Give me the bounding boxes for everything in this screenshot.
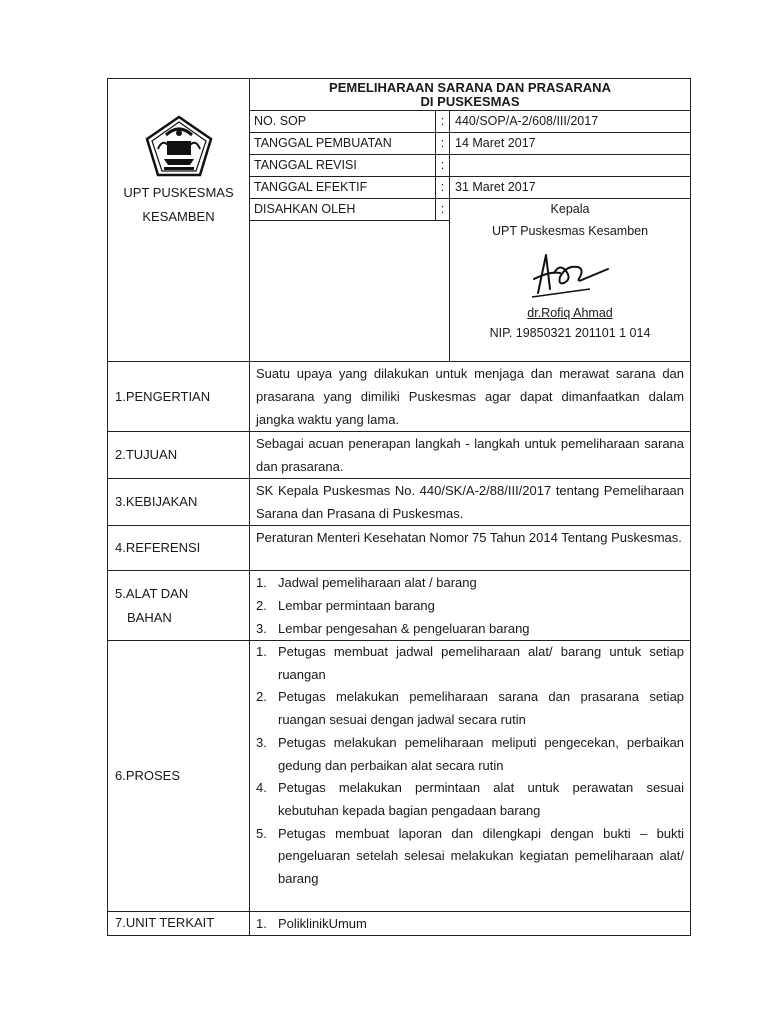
- list-item: [256, 686, 684, 731]
- section-proses: [108, 641, 691, 912]
- section-referensi: [108, 526, 691, 571]
- section-unit-terkait: [108, 912, 691, 936]
- section-text: Peraturan Menteri Kesehatan Nomor 75 Tahun 2014 Tentang Puskesmas.: [250, 526, 691, 571]
- list-text: Lembar permintaan barang: [278, 598, 435, 613]
- list-num: 3.: [256, 621, 267, 636]
- handwritten-signature-icon: [520, 249, 620, 301]
- meta-label: NO. SOP: [250, 111, 436, 133]
- unit-list: [256, 912, 684, 935]
- meta-colon: :: [436, 155, 450, 177]
- list-num: 4.: [256, 780, 267, 796]
- meta-value: 31 Maret 2017: [450, 177, 691, 199]
- list-num: 1.: [256, 575, 267, 590]
- sop-table: [107, 78, 691, 936]
- section-list-cell: [250, 641, 691, 912]
- list-text: Petugas membuat jadwal pemeliharaan alat/ barang untuk setiap ruangan: [278, 644, 685, 682]
- alat-list: [256, 571, 684, 640]
- list-item: [256, 594, 684, 617]
- header-org-cell: [108, 79, 250, 362]
- signature-position: UPT Puskesmas Kesamben: [491, 224, 649, 238]
- section-list-cell: [250, 912, 691, 936]
- section-label: 4.REFERENSI: [108, 526, 250, 571]
- section-label-line2: BAHAN: [127, 609, 172, 625]
- proses-list: [256, 641, 684, 891]
- section-label: 1.PENGERTIAN: [108, 362, 250, 432]
- list-item: [256, 571, 684, 594]
- list-text: Lembar pengesahan & pengeluaran barang: [278, 621, 530, 636]
- org-name-line2: KESAMBEN: [142, 209, 215, 224]
- sop-document: [107, 78, 690, 936]
- list-num: 3.: [256, 734, 267, 750]
- meta-value: 14 Maret 2017: [450, 133, 691, 155]
- meta-label: TANGGAL PEMBUATAN: [250, 133, 436, 155]
- meta-colon: :: [436, 133, 450, 155]
- meta-label: DISAHKAN OLEH: [250, 199, 436, 221]
- list-item: [256, 777, 684, 822]
- signatory-name: dr.Rofiq Ahmad: [527, 306, 613, 320]
- list-num: 5.: [256, 825, 267, 841]
- section-label: 7.UNIT TERKAIT: [108, 912, 250, 936]
- list-text: Petugas membuat laporan dan dilengkapi dengan bukti – bukti pengeluaran setelah selesai melakukan kegiatan pemeliharaan alat/ barang: [278, 825, 685, 887]
- section-kebijakan: [108, 479, 691, 526]
- org-name-line1: UPT PUSKESMAS: [123, 185, 234, 200]
- section-label: 2.TUJUAN: [108, 432, 250, 479]
- list-text: Petugas melakukan pemeliharaan meliputi pengecekan, perbaikan gedung dan perbaikan alat secara rutin: [278, 734, 685, 773]
- section-label: 3.KEBIJAKAN: [108, 479, 250, 526]
- list-num: 2.: [256, 689, 267, 705]
- list-item: [256, 617, 684, 640]
- regency-emblem-icon: [144, 115, 214, 177]
- section-tujuan: [108, 432, 691, 479]
- meta-colon: :: [436, 177, 450, 199]
- list-text: Petugas melakukan pemeliharaan sarana dan prasarana setiap ruangan sesuai dengan jadwal secara rutin: [278, 689, 685, 728]
- title-line1: PEMELIHARAAN SARANA DAN PRASARANA: [329, 80, 611, 95]
- document-title: [250, 79, 691, 111]
- list-text: Jadwal pemeliharaan alat / barang: [278, 575, 477, 590]
- signature-cell: [450, 199, 691, 362]
- list-item: [256, 732, 684, 777]
- list-num: 1.: [256, 644, 267, 659]
- list-num: 1.: [256, 916, 267, 931]
- list-text: PoliklinikUmum: [278, 916, 367, 931]
- meta-label: TANGGAL EFEKTIF: [250, 177, 436, 199]
- section-pengertian: [108, 362, 691, 432]
- section-label: [108, 571, 250, 641]
- signatory-nip: NIP. 19850321 201101 1 014: [489, 326, 651, 340]
- list-item: [256, 823, 684, 891]
- section-label-line1: 5.ALAT DAN: [115, 585, 189, 601]
- section-list-cell: [250, 571, 691, 641]
- title-line2: DI PUSKESMAS: [420, 94, 520, 109]
- section-text: Suatu upaya yang dilakukan untuk menjaga dan merawat sarana dan prasarana yang dimiliki Puskesmas agar dapat dimanfaatkan dalam jangka waktu yang lama.: [250, 362, 691, 432]
- meta-empty-cell: [250, 221, 450, 362]
- list-num: 2.: [256, 598, 267, 613]
- section-label: 6.PROSES: [108, 641, 250, 912]
- section-text: SK Kepala Puskesmas No. 440/SK/A-2/88/III/2017 tentang Pemeliharaan Sarana dan Prasana di Puskesmas.: [250, 479, 691, 526]
- list-item: [256, 641, 684, 686]
- section-text: Sebagai acuan penerapan langkah - langkah untuk pemeliharaan sarana dan prasarana.: [250, 432, 691, 479]
- list-text: Petugas melakukan permintaan alat untuk perawatan sesuai kebutuhan kepada bagian pengadaan barang: [278, 780, 685, 818]
- meta-value: [450, 155, 691, 177]
- meta-colon: :: [436, 111, 450, 133]
- meta-colon: :: [436, 199, 450, 221]
- meta-label: TANGGAL REVISI: [250, 155, 436, 177]
- signature-title: Kepala: [550, 202, 590, 216]
- meta-value: 440/SOP/A-2/608/III/2017: [450, 111, 691, 133]
- list-item: [256, 912, 684, 935]
- section-alat-bahan: [108, 571, 691, 641]
